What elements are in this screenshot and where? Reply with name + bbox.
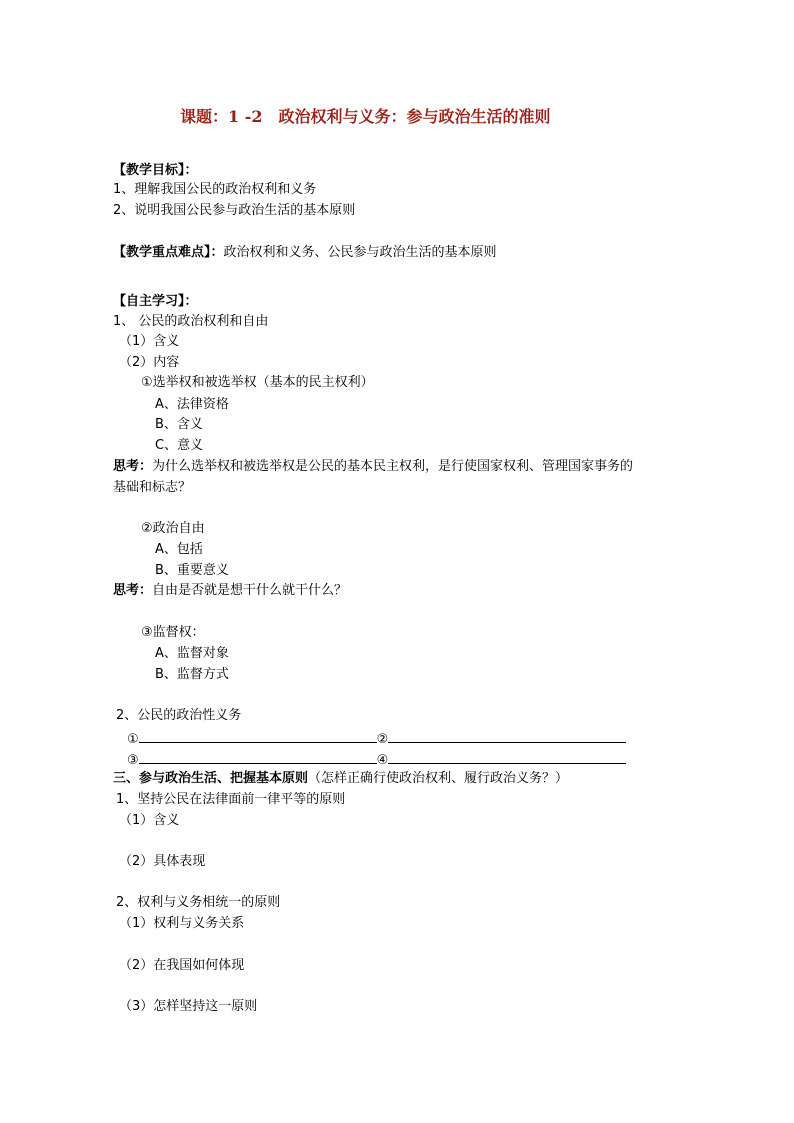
keypoints-heading: 【教学重点难点】： [113,245,224,260]
freedom-item-a: A、包括 [155,542,203,557]
objective-item-2: 2、说明我国公民参与政治生活的基本原则 [113,203,356,218]
supervise-item-b: B、监督方式 [155,667,229,682]
blank-marker-2: ② [376,732,389,747]
principle-2-embodiment: （2）在我国如何体现 [119,958,245,973]
principle-1-meaning: （1）含义 [119,813,180,828]
freedom-item-b: B、重要意义 [155,563,229,578]
section-1-title: 1、 公民的政治权利和自由 [113,314,269,329]
section-1-content: （2）内容 [119,355,180,370]
freedom-title: ②政治自由 [141,521,205,536]
selfstudy-heading: 【自主学习】： [113,294,198,309]
blank-marker-4: ④ [376,753,389,768]
blank-marker-1: ① [127,732,139,747]
section-3-heading [113,771,568,787]
blank-marker-3: ③ [127,753,139,768]
principle-1-expression: （2）具体表现 [119,854,206,869]
duty-blank-row-2 [127,750,626,769]
vote-item-b: B、含义 [155,417,203,432]
principle-2: 2、权利与义务相统一的原则 [116,895,281,910]
lesson-title: 课题：1 -2 政治权利与义务：参与政治生活的准则 [180,107,551,126]
objective-item-1: 1、理解我国公民的政治权利和义务 [113,182,317,197]
fill-blank-1[interactable] [139,729,377,743]
principle-2-relation: （1）权利与义务关系 [119,916,245,931]
fill-blank-3[interactable] [139,750,377,764]
principle-2-adherence: （3）怎样坚持这一原则 [119,999,258,1014]
fill-blank-2[interactable] [388,729,626,743]
think-question-2 [113,583,347,599]
think-text-2: 自由是否就是想干什么就干什么？ [152,583,348,598]
keypoints-text: 政治权利和义务、公民参与政治生活的基本原则 [223,245,497,260]
duty-blank-row-1 [127,729,626,748]
section-3-heading-note: （怎样正确行使政治权利、履行政治义务？） [308,771,569,786]
section-1-meaning: （1）含义 [119,334,180,349]
principle-1: 1、坚持公民在法律面前一律平等的原则 [116,792,346,807]
supervise-item-a: A、监督对象 [155,646,229,661]
think-text-1: 为什么选举权和被选举权是公民的基本民主权利，是行使国家权利、管理国家事务的 [152,459,634,474]
fill-blank-4[interactable] [388,750,626,764]
think-label-2: 思考： [113,583,153,598]
vote-item-c: C、意义 [155,438,204,453]
think-label-1: 思考： [113,459,153,474]
section-3-heading-bold: 三、参与政治生活、把握基本原则 [113,771,309,786]
keypoints-line [113,245,497,261]
objectives-heading: 【教学目标】： [113,163,198,178]
supervise-title: ③监督权： [141,625,205,640]
vote-item-a: A、法律资格 [155,397,229,412]
think-question-1-cont: 基础和标志？ [113,480,192,495]
vote-title: ①选举权和被选举权（基本的民主权利） [141,375,374,390]
section-2-title: 2、公民的政治性义务 [116,708,242,723]
think-question-1 [113,459,633,475]
